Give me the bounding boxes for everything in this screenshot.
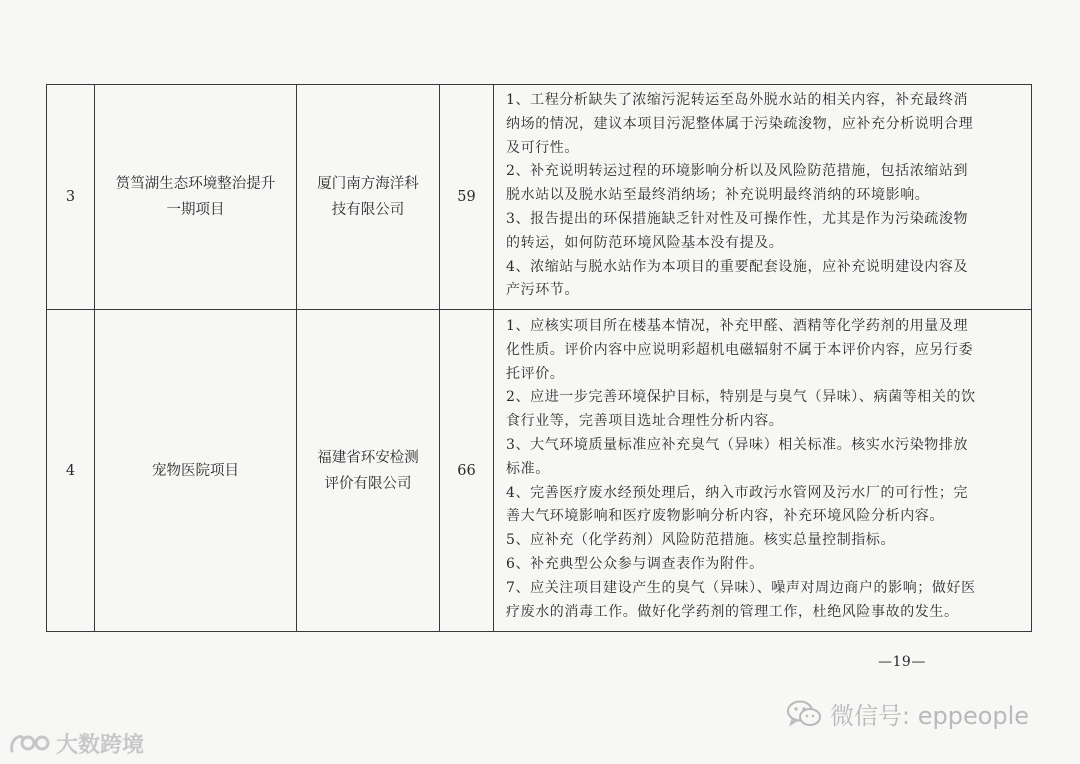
project-name-text: 宠物医院项目 [152,462,239,479]
organization-name-text: 厦门南方海洋科技有限公司 [317,176,419,219]
score: 66 [440,310,494,632]
table-row [47,85,1032,310]
project-name [95,310,297,632]
row-number: 3 [47,85,95,310]
review-comments [494,85,1032,310]
comment-line: 3、大气环境质量标准应补充臭气（异味）相关标准。核实水污染物排放 [506,436,969,453]
page-number: —19— [878,654,926,670]
comment-line: 脱水站以及脱水站至最终消纳场；补充说明最终消纳的环境影响。 [506,187,930,204]
comment-line: 标准。 [506,460,550,477]
comment-line: 1、工程分析缺失了浓缩污泥转运至岛外脱水站的相关内容，补充最终消 [506,92,969,108]
comment-line: 5、应补充（化学药剂）风险防范措施。核实总量控制指标。 [506,532,896,549]
comment-line: 及可行性。 [506,139,579,156]
comment-line: 善大气环境影响和医疗废物影响分析内容，补充环境风险分析内容。 [506,508,944,525]
project-name [95,85,297,310]
comment-line: 4、完善医疗废水经预处理后，纳入市政污水管网及污水厂的可行性；完 [506,484,969,501]
comment-line: 纳场的情况，建议本项目污泥整体属于污染疏浚物，应补充分析说明合理 [506,115,974,132]
comment-line: 疗废水的消毒工作。做好化学药剂的管理工作，杜绝风险事故的发生。 [506,603,959,620]
comment-line: 1、应核实项目所在楼基本情况，补充甲醛、酒精等化学药剂的用量及理 [506,317,969,334]
comment-line: 化性质。评价内容中应说明彩超机电磁辐射不属于本评价内容，应另行委 [506,341,974,358]
brand-watermark [8,728,144,759]
comment-line: 产污环节。 [506,282,579,299]
table-row [47,310,1032,632]
comment-line: 3、报告提出的环保措施缺乏针对性及可操作性，尤其是作为污染疏浚物 [506,210,969,227]
comment-line: 4、浓缩站与脱水站作为本项目的重要配套设施，应补充说明建设内容及 [506,258,969,275]
comment-line: 2、应进一步完善环境保护目标，特别是与臭气（异味）、病菌等相关的饮 [506,389,976,406]
organization-name [297,310,440,632]
review-comments [494,310,1032,632]
comment-line: 7、应关注项目建设产生的臭气（异味）、噪声对周边商户的影响；做好医 [506,579,976,596]
project-name-text: 筼筜湖生态环境整治提升一期项目 [115,176,276,219]
organization-name-text: 福建省环安检测评价有限公司 [317,449,419,492]
wechat-watermark [786,696,1029,731]
wechat-icon [786,699,822,729]
organization-name [297,85,440,310]
comment-line: 6、补充典型公众参与调查表作为附件。 [506,555,764,572]
comment-line: 托评价。 [506,365,565,382]
brand-logo-icon [8,731,50,757]
score: 59 [440,85,494,310]
comment-line: 的转运，如何防范环境风险基本没有提及。 [506,234,784,251]
wechat-id-text: 微信号: eppeople [830,702,1030,730]
comment-line: 2、补充说明转运过程的环境影响分析以及风险防范措施，包括浓缩站到 [506,163,969,180]
row-number: 4 [47,310,95,632]
review-table [46,84,1032,632]
comment-line: 食行业等，完善项目选址合理性分析内容。 [506,413,784,430]
brand-name-text: 大数跨境 [56,733,145,758]
